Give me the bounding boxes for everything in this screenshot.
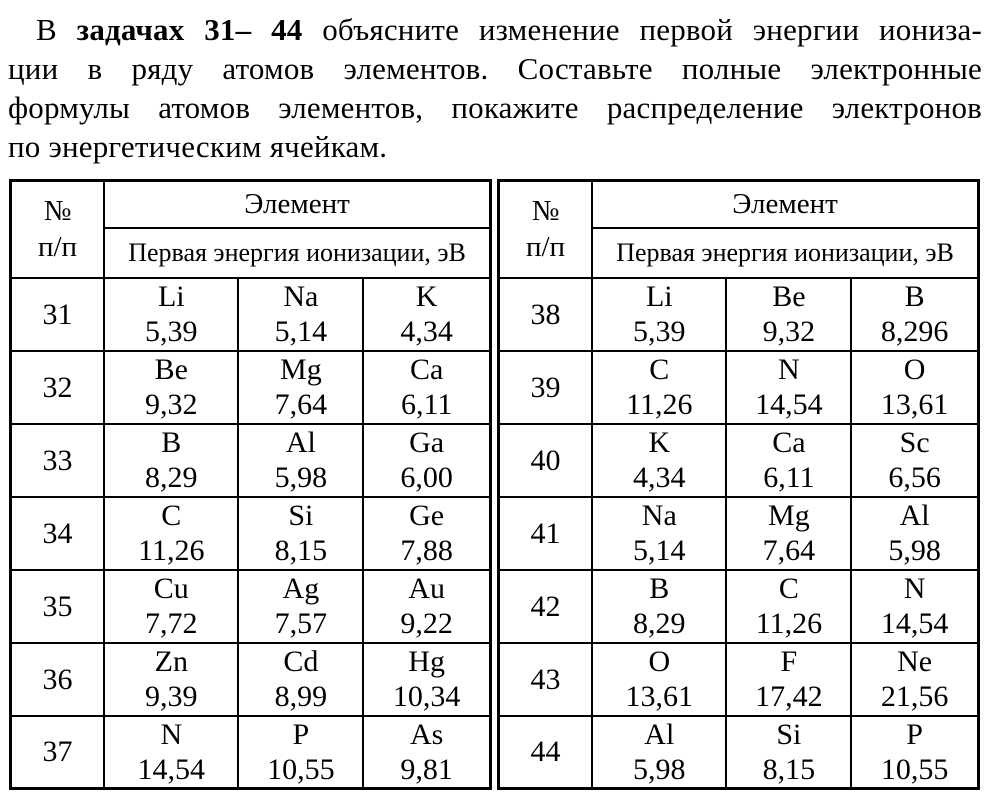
element-cell (726, 643, 851, 716)
ionization-energy-value: 5,14 (274, 315, 328, 348)
element-cell (851, 497, 978, 570)
element-symbol: C (161, 499, 182, 532)
element-cell (104, 278, 238, 351)
ionization-energy-value: 9,81 (400, 752, 453, 786)
element-symbol: O (648, 645, 671, 678)
table-row (11, 716, 491, 789)
ionization-energy-value: 10,34 (392, 680, 461, 713)
task-number: 37 (11, 716, 105, 789)
table-row (11, 497, 491, 570)
ionization-energy-value: 7,64 (274, 388, 328, 421)
element-cell (592, 278, 726, 351)
element-symbol: As (409, 717, 444, 751)
element-cell (592, 351, 726, 424)
ionization-energy-value: 7,64 (762, 534, 816, 567)
task-number: 40 (499, 424, 593, 497)
element-symbol: B (904, 280, 925, 313)
element-cell (851, 351, 978, 424)
element-cell (726, 716, 851, 789)
element-symbol: Au (408, 572, 445, 605)
element-symbol: Ne (897, 645, 933, 678)
element-cell (363, 570, 490, 643)
ionization-energy-value: 14,54 (755, 388, 823, 421)
number-sign-sub: п/п (525, 231, 566, 264)
element-symbol: Hg (408, 645, 445, 678)
ionization-energy-value: 5,39 (633, 315, 686, 348)
element-cell (726, 351, 851, 424)
number-sign: № (43, 195, 72, 228)
intro-line-1-prefix: В (36, 12, 77, 47)
ionization-energy-value: 7,72 (145, 607, 198, 640)
element-symbol: Ga (409, 426, 445, 459)
element-cell (363, 278, 490, 351)
intro-line-3: формулы атомов элементов, покажите распределение электронов (8, 90, 982, 125)
intro-line-1-rest: объясните изменение первой энергии иониза- (302, 12, 982, 47)
element-cell (238, 424, 363, 497)
ionization-energy-value: 17,42 (755, 680, 823, 713)
number-column-header (11, 181, 105, 278)
ionization-energy-value: 10,55 (880, 752, 949, 786)
task-number: 31 (11, 278, 105, 351)
element-symbol: Ag (282, 572, 320, 605)
table-row (499, 351, 979, 424)
ionization-energy-value: 14,54 (137, 752, 206, 786)
element-symbol: Ca (772, 426, 806, 459)
element-cell (104, 351, 238, 424)
element-symbol: Be (154, 353, 188, 386)
ionization-energy-value: 9,32 (762, 315, 816, 348)
table-row (499, 278, 979, 351)
element-symbol: Si (288, 499, 314, 532)
element-cell (363, 351, 490, 424)
element-symbol: Li (157, 280, 185, 313)
element-symbol: Al (644, 717, 675, 751)
table-header-row-1 (499, 181, 979, 228)
element-symbol: K (648, 426, 671, 459)
ionization-energy-value: 11,26 (626, 388, 693, 421)
task-number: 36 (11, 643, 105, 716)
intro-line-1-task-range: задачах 31– 44 (76, 12, 303, 47)
element-cell (726, 278, 851, 351)
ionization-energy-value: 5,14 (633, 534, 686, 567)
ionization-energy-value: 5,98 (274, 461, 328, 494)
element-symbol: Zn (154, 645, 188, 678)
task-number: 39 (499, 351, 593, 424)
element-symbol: Be (772, 280, 806, 313)
element-cell (238, 570, 363, 643)
element-symbol: N (160, 717, 183, 751)
task-number: 35 (11, 570, 105, 643)
ionization-energy-value: 9,22 (400, 607, 453, 640)
table-tasks-31-37 (9, 179, 492, 790)
table-row (11, 643, 491, 716)
ionization-energy-value: 4,34 (400, 315, 453, 348)
task-number: 34 (11, 497, 105, 570)
element-symbol: P (906, 717, 923, 751)
intro-line-4: по энергетическим ячейкам. (8, 129, 388, 164)
element-cell (726, 497, 851, 570)
element-cell (363, 497, 490, 570)
element-cell (104, 570, 238, 643)
ionization-energy-tables (9, 179, 980, 790)
number-column-header (499, 181, 593, 278)
table-row (499, 643, 979, 716)
element-symbol: P (292, 717, 310, 751)
ionization-energy-value: 6,11 (763, 461, 815, 494)
intro-paragraph (8, 10, 982, 166)
element-cell (851, 716, 978, 789)
ionization-energy-value: 6,56 (888, 461, 941, 494)
element-symbol: B (161, 426, 182, 459)
ionization-energy-value: 21,56 (880, 680, 949, 713)
element-cell (104, 716, 238, 789)
ionization-energy-value: 8,29 (633, 607, 686, 640)
element-symbol: Li (645, 280, 673, 313)
number-sign-sub: п/п (37, 231, 78, 264)
element-cell (851, 424, 978, 497)
element-cell (238, 351, 363, 424)
ionization-energy-value: 13,61 (880, 388, 949, 421)
ionization-energy-value: 10,55 (267, 752, 335, 786)
ionization-energy-value: 8,296 (880, 315, 949, 348)
element-symbol: Si (776, 717, 802, 751)
table-row (499, 424, 979, 497)
intro-line-2: ции в ряду атомов элементов. Составьте полные электронные (8, 51, 982, 86)
task-number: 33 (11, 424, 105, 497)
ionization-energy-value: 8,29 (145, 461, 198, 494)
element-cell (238, 278, 363, 351)
element-cell (851, 643, 978, 716)
element-cell (104, 497, 238, 570)
intro-line-1 (8, 10, 982, 49)
task-number: 44 (499, 716, 593, 789)
table-row (499, 570, 979, 643)
element-symbol: F (780, 645, 798, 678)
ionization-energy-value: 5,98 (633, 752, 686, 786)
element-symbol: Cu (153, 572, 189, 605)
ionization-energy-value: 11,26 (138, 534, 205, 567)
element-symbol: B (649, 572, 670, 605)
element-cell (238, 497, 363, 570)
element-symbol: Al (899, 499, 930, 532)
table-row (499, 497, 979, 570)
element-cell (592, 570, 726, 643)
element-cell (238, 716, 363, 789)
table-header-row-1 (11, 181, 491, 228)
element-symbol: Cd (283, 645, 319, 678)
element-symbol: Mg (280, 353, 322, 386)
element-symbol: Na (283, 280, 319, 313)
task-number: 43 (499, 643, 593, 716)
table-row (11, 351, 491, 424)
ionization-energy-value: 5,98 (888, 534, 941, 567)
ionization-energy-value: 6,11 (400, 388, 453, 421)
element-symbol: C (778, 572, 799, 605)
ionization-energy-value: 8,99 (274, 680, 328, 713)
energy-header: Первая энергия ионизации, эВ (104, 228, 490, 278)
element-symbol: N (903, 572, 926, 605)
table-row (11, 424, 491, 497)
ionization-energy-value: 13,61 (625, 680, 694, 713)
ionization-energy-value: 7,57 (274, 607, 328, 640)
table-tasks-38-44 (497, 179, 980, 790)
element-symbol: Ge (409, 499, 445, 532)
table-row (11, 570, 491, 643)
element-symbol: O (903, 353, 926, 386)
element-cell (592, 643, 726, 716)
element-header: Элемент (592, 181, 978, 228)
element-cell (363, 716, 490, 789)
table-row (499, 716, 979, 789)
element-cell (592, 424, 726, 497)
element-cell (592, 497, 726, 570)
element-symbol: Na (641, 499, 677, 532)
element-cell (363, 643, 490, 716)
element-symbol: K (415, 280, 438, 313)
ionization-energy-value: 8,15 (762, 752, 816, 786)
element-symbol: N (778, 353, 800, 386)
element-cell (104, 643, 238, 716)
task-number: 42 (499, 570, 593, 643)
table-row (11, 278, 491, 351)
element-symbol: Mg (768, 499, 810, 532)
ionization-energy-value: 4,34 (633, 461, 686, 494)
element-symbol: Sc (899, 426, 930, 459)
ionization-energy-value: 9,32 (145, 388, 198, 421)
energy-header: Первая энергия ионизации, эВ (592, 228, 978, 278)
task-number: 38 (499, 278, 593, 351)
task-number: 32 (11, 351, 105, 424)
ionization-energy-value: 5,39 (145, 315, 198, 348)
ionization-energy-value: 6,00 (400, 461, 453, 494)
number-sign: № (531, 195, 560, 228)
ionization-energy-value: 7,88 (400, 534, 453, 567)
ionization-energy-value: 8,15 (274, 534, 328, 567)
element-cell (238, 643, 363, 716)
element-header: Элемент (104, 181, 490, 228)
element-cell (592, 716, 726, 789)
element-symbol: Al (285, 426, 316, 459)
element-cell (851, 570, 978, 643)
element-cell (851, 278, 978, 351)
element-symbol: C (649, 353, 670, 386)
ionization-energy-value: 11,26 (755, 607, 823, 640)
element-cell (104, 424, 238, 497)
element-symbol: Ca (409, 353, 444, 386)
task-number: 41 (499, 497, 593, 570)
element-cell (726, 570, 851, 643)
element-cell (363, 424, 490, 497)
element-cell (726, 424, 851, 497)
ionization-energy-value: 14,54 (880, 607, 949, 640)
ionization-energy-value: 9,39 (145, 680, 198, 713)
